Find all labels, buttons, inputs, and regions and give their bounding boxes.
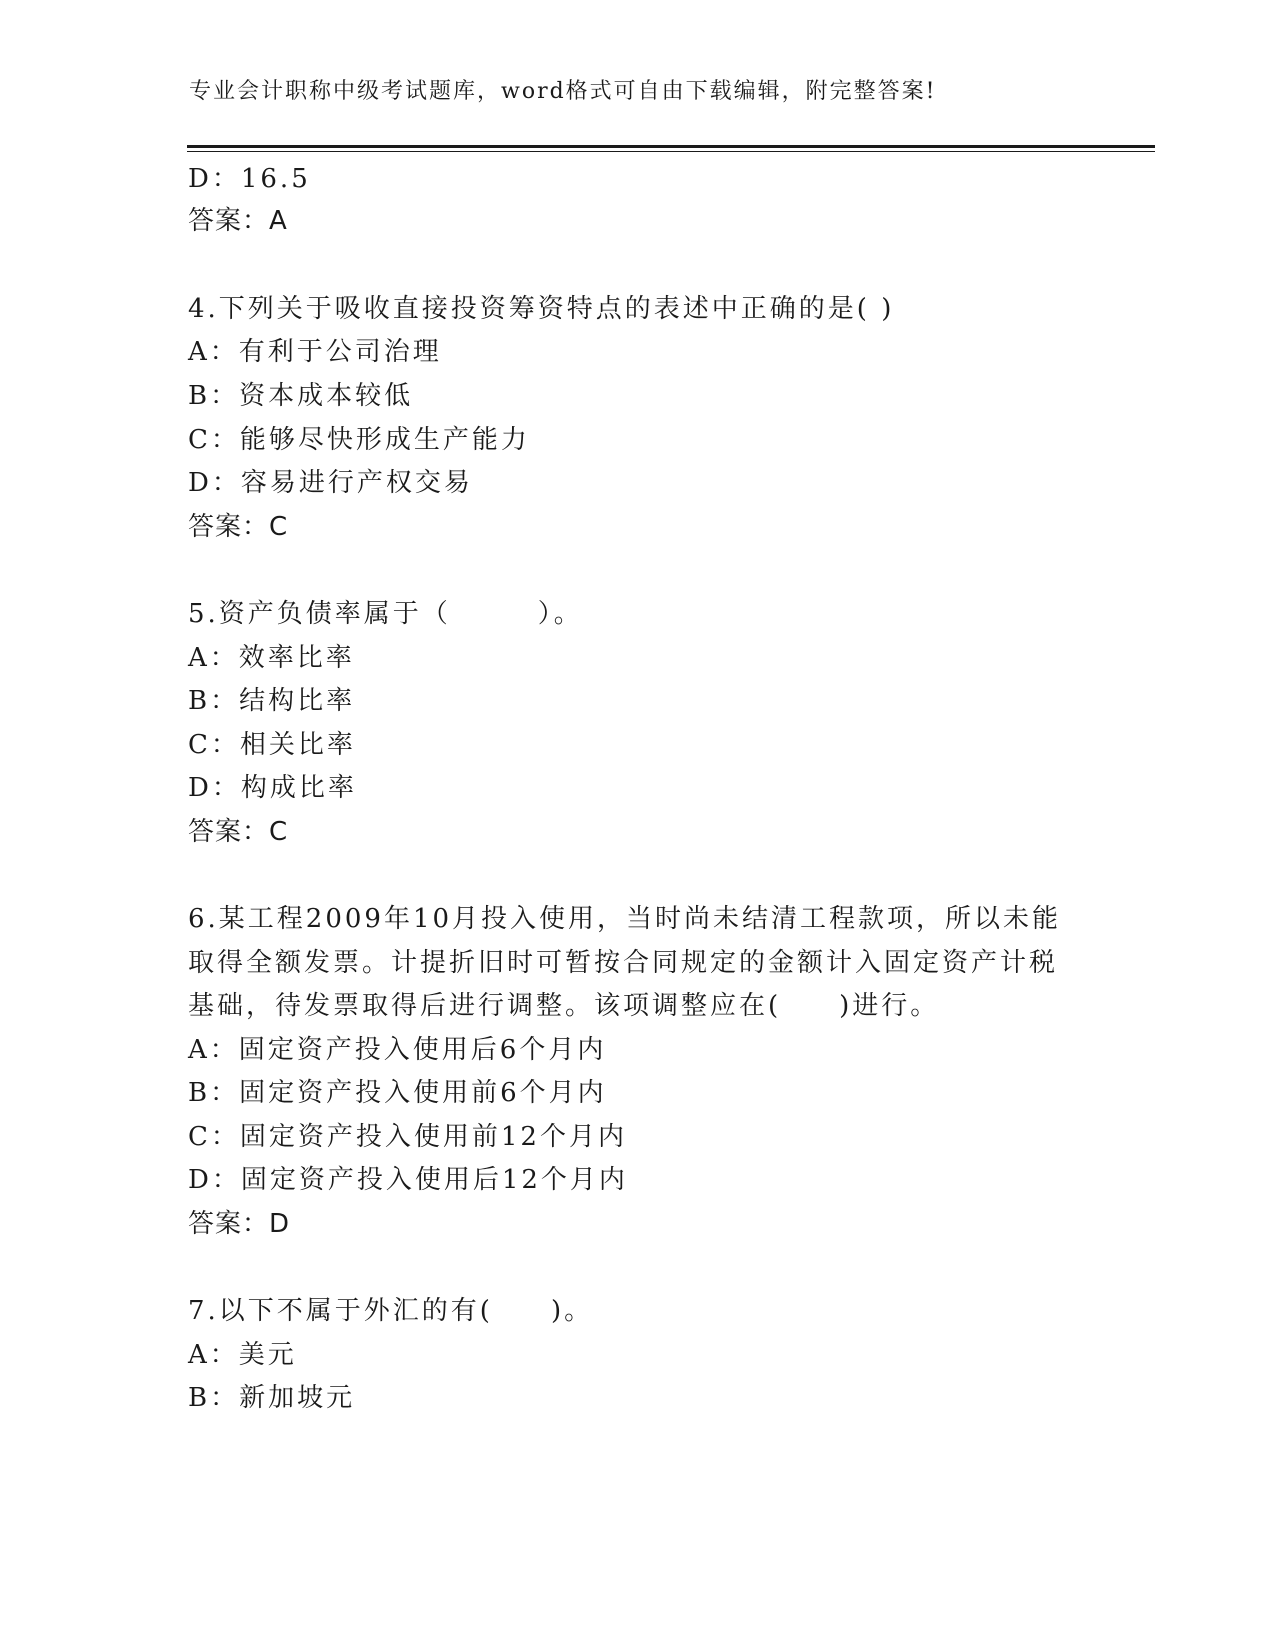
option-b: B：结构比率 — [188, 686, 356, 716]
option-c: C：能够尽快形成生产能力 — [188, 425, 530, 455]
option-a: A：美元 — [188, 1340, 297, 1370]
option-d: D：16.5 — [188, 164, 311, 194]
option-a: A：固定资产投入使用后6个月内 — [188, 1035, 607, 1065]
option-b: B：固定资产投入使用前6个月内 — [188, 1078, 607, 1108]
option-d: D：构成比率 — [188, 773, 357, 803]
header-rule-thin — [187, 151, 1155, 152]
question-6-line-2: 取得全额发票。计提折旧时可暂按合同规定的金额计入固定资产计税 — [188, 948, 1059, 978]
header-rule-thick — [187, 145, 1155, 148]
answer-line: 答案：A — [188, 206, 288, 236]
option-a: A：有利于公司治理 — [188, 337, 442, 367]
question-6-line-3: 基础，待发票取得后进行调整。该项调整应在( )进行。 — [188, 991, 940, 1021]
question-4: 4.下列关于吸收直接投资筹资特点的表述中正确的是( ) — [188, 294, 895, 324]
option-a: A：效率比率 — [188, 643, 355, 673]
option-d: D：容易进行产权交易 — [188, 468, 473, 498]
option-b: B：资本成本较低 — [188, 381, 414, 411]
option-c: C：固定资产投入使用前12个月内 — [188, 1122, 627, 1152]
answer-line: 答案：C — [188, 817, 289, 847]
question-7: 7.以下不属于外汇的有( )。 — [188, 1296, 594, 1326]
option-d: D：固定资产投入使用后12个月内 — [188, 1165, 628, 1195]
option-b: B：新加坡元 — [188, 1383, 356, 1413]
page-header: 专业会计职称中级考试题库，word格式可自由下载编辑，附完整答案! — [189, 79, 937, 104]
question-6-line-1: 6.某工程2009年10月投入使用，当时尚未结清工程款项，所以未能 — [188, 904, 1062, 934]
question-5: 5.资产负债率属于（ ）。 — [188, 599, 583, 629]
answer-line: 答案：D — [188, 1209, 291, 1239]
answer-line: 答案：C — [188, 512, 289, 542]
option-c: C：相关比率 — [188, 730, 356, 760]
